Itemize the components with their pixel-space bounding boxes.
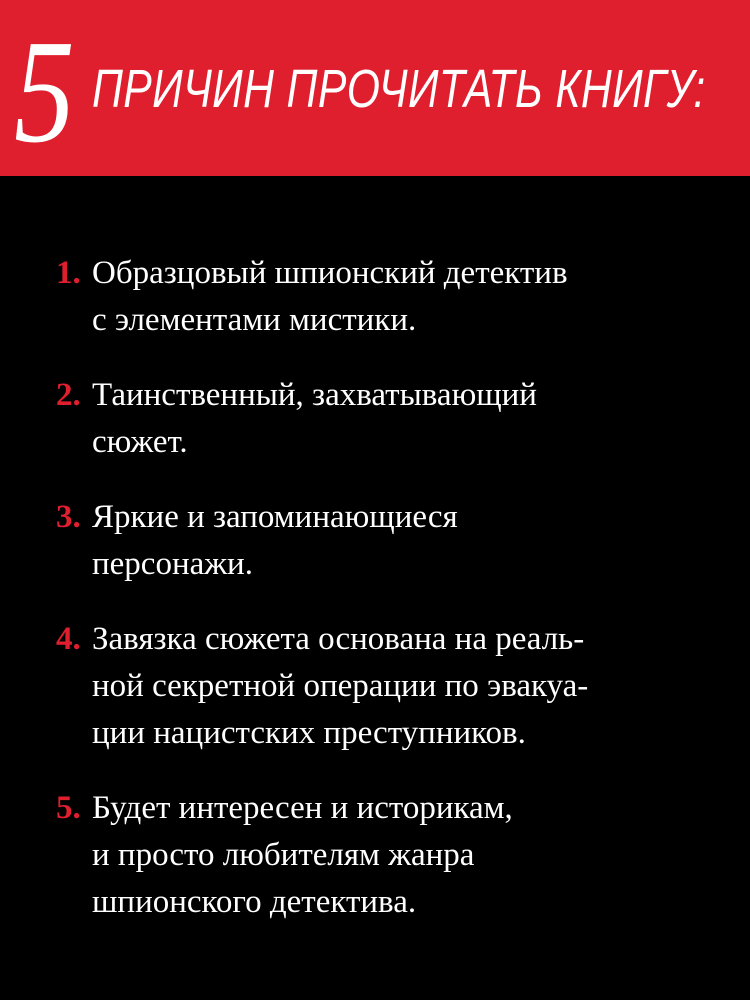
reason-number-1: 1. — [56, 255, 81, 291]
reason-text-4-line-1: Завязка сюжета основана на реаль- — [92, 621, 585, 657]
reason-item-3 — [56, 494, 706, 588]
reason-text-5-line-1: Будет интересен и историкам, — [92, 790, 513, 826]
banner-number: 5 — [14, 10, 75, 174]
reason-item-4 — [56, 616, 706, 757]
reason-text-3-line-1: Яркие и запоминающиеся — [92, 499, 458, 535]
reason-text-1-line-2: с элементами мистики. — [92, 302, 417, 338]
reason-text-5-line-3: шпионского детектива. — [92, 884, 417, 920]
reason-text-2-line-2: сюжет. — [92, 424, 188, 460]
reason-number-3: 3. — [56, 499, 81, 535]
reason-text-4-line-3: ции нацистских преступников. — [92, 715, 526, 751]
reason-item-1 — [56, 250, 706, 344]
reason-text-1-line-1: Образцовый шпионский детектив — [92, 255, 568, 291]
reason-number-5: 5. — [56, 790, 81, 826]
reason-number-2: 2. — [56, 377, 81, 413]
reason-text-4-line-2: ной секретной операции по эвакуа- — [92, 668, 589, 704]
reason-item-5 — [56, 785, 706, 926]
reason-item-2 — [56, 372, 706, 466]
reason-number-4: 4. — [56, 621, 81, 657]
banner-title: ПРИЧИН ПРОЧИТАТЬ КНИГУ: — [92, 59, 706, 119]
reason-text-2-line-1: Таинственный, захватывающий — [92, 377, 537, 413]
reason-text-5-line-2: и просто любителям жанра — [92, 837, 475, 873]
header-banner — [0, 0, 750, 176]
reason-text-3-line-2: персонажи. — [92, 546, 253, 582]
